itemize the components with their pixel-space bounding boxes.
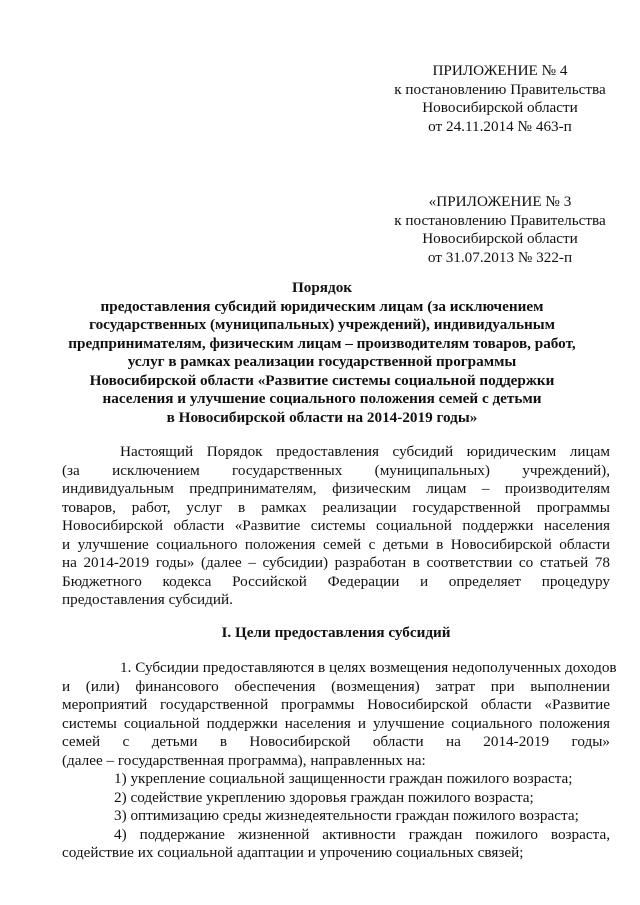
attachment-top-line: Новосибирской области (422, 99, 578, 116)
title-line: предпринимателям, физическим лицам – производителям товаров, работ, (68, 334, 576, 352)
intro-paragraph (62, 443, 610, 610)
attachment-inner-line: к постановлению Правительства (394, 211, 606, 229)
attachment-header-inner (380, 193, 620, 267)
attachment-top-line: ПРИЛОЖЕНИЕ № 4 (432, 62, 568, 79)
intro-line: Бюджетного кодекса Российской Федерации и определяет процедуру (62, 572, 610, 590)
section1-line: семей с детьми в Новосибирской области на 2014-2019 годы» (62, 733, 610, 750)
section1-line: мероприятий государственной программы Новосибирской области «Развитие (62, 696, 610, 713)
title-line: населения и улучшение социального положения семей с детьми (102, 390, 542, 407)
title-line: государственных (муниципальных) учреждений), индивидуальным (89, 316, 555, 333)
title-line: Новосибирской области «Развитие системы социальной поддержки (89, 371, 555, 389)
intro-line: Новосибирской области «Развитие системы социальной поддержки населения (62, 517, 610, 534)
intro-line: индивидуальным предпринимателям, физическим лицам – производителям (62, 480, 610, 497)
section-heading: I. Цели предоставления субсидий (221, 624, 451, 641)
document-title (62, 279, 582, 427)
intro-line: предоставления субсидий. (62, 591, 233, 608)
title-line: Порядок (291, 279, 353, 296)
intro-line: и улучшение социального положения семей с детьми в Новосибирской области (62, 535, 610, 553)
attachment-inner-line: «ПРИЛОЖЕНИЕ № 3 (428, 193, 572, 210)
section1-line: (далее – государственная программа), направленных на: (62, 751, 426, 769)
title-line: в Новосибирской области на 2014-2019 годы» (166, 408, 478, 426)
list-item: 1) укрепление социальной защищенности граждан пожилого возраста; (114, 770, 573, 787)
attachment-inner-line: Новосибирской области (422, 230, 578, 247)
list-item: 3) оптимизацию среды жизнедеятельности граждан пожилого возраста; (114, 807, 579, 824)
title-line: услуг в рамках реализации государственной программы (127, 353, 517, 370)
title-line: предоставления субсидий юридическим лицам (за исключением (100, 297, 544, 315)
attachment-top-line: от 24.11.2014 № 463-п (428, 117, 572, 135)
attachment-header-top (380, 62, 620, 136)
intro-line: на 2014-2019 годы» (далее – субсидии) разработан в соответствии со статьей 78 (62, 554, 610, 571)
section1-line: 1. Субсидии предоставляются в целях возмещения недополученных доходов (120, 659, 617, 676)
attachment-inner-line: от 31.07.2013 № 322-п (427, 248, 573, 266)
attachment-top-line: к постановлению Правительства (394, 80, 606, 98)
list-item-continuation: содействие их социальной адаптации и упрочению социальных связей; (62, 844, 524, 861)
intro-line: (за исключением государственных (муниципальных) учреждений), (62, 461, 610, 479)
section1-line: и (или) финансового обеспечения (возмещения) затрат при выполнении (62, 677, 610, 695)
section1-paragraph (62, 659, 617, 863)
list-item: 4) поддержание жизненной активности граждан пожилого возраста, (114, 825, 610, 843)
intro-line: товаров, работ, услуг в рамках реализации государственной программы (62, 498, 610, 516)
list-item: 2) содействие укреплению здоровья граждан пожилого возраста; (114, 788, 534, 806)
section1-line: системы социальной поддержки населения и улучшение социального положения (62, 714, 610, 732)
intro-line: Настоящий Порядок предоставления субсидий юридическим лицам (120, 443, 610, 460)
